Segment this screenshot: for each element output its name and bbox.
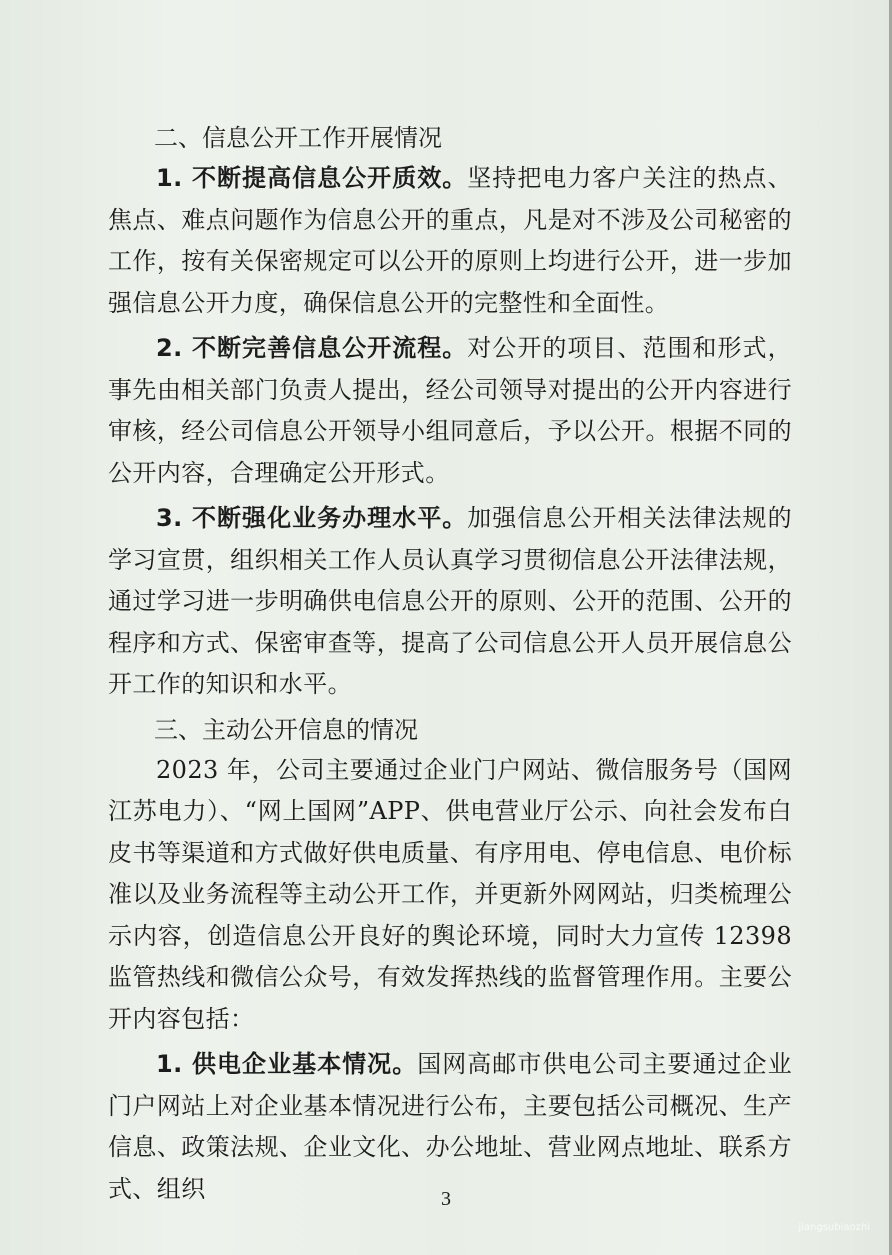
item-text: 加强信息公开相关法律法规的学习宣贯，组织相关工作人员认真学习贯彻信息公开法律法规，通过学习进一步明确供电信息公开的原则、公开的范围、公开的程序和方式、保密审查等，提高了公司信息公开人员开展信息公开工作的知识和水平。 <box>108 504 792 698</box>
item-lead: 3. 不断强化业务办理水平。 <box>156 504 468 532</box>
section-two-item-1 <box>108 158 792 324</box>
section-two-item-3 <box>108 498 792 706</box>
item-text: 对公开的项目、范围和形式，事先由相关部门负责人提出，经公司领导对提出的公开内容进行审核，经公司信息公开领导小组同意后，予以公开。根据不同的公开内容，合理确定公开形式。 <box>108 334 792 487</box>
section-two-heading: 二、信息公开工作开展情况 <box>154 124 442 152</box>
page-number: 3 <box>441 1188 451 1210</box>
item-text: 坚持把电力客户关注的热点、焦点、难点问题作为信息公开的重点，凡是对不涉及公司秘密的工作，按有关保密规定可以公开的原则上均进行公开，进一步加强信息公开力度，确保信息公开的完整性和全面性。 <box>108 164 792 317</box>
item-text: 国网高邮市供电公司主要通过企业门户网站上对企业基本情况进行公布，主要包括公司概况、生产信息、政策法规、企业文化、办公地址、营业网点地址、联系方式、组织 <box>108 1050 792 1203</box>
section-three-intro: 2023 年，公司主要通过企业门户网站、微信服务号（国网江苏电力）、“网上国网”APP、供电营业厅公示、向社会发布白皮书等渠道和方式做好供电质量、有序用电、停电信息、电价标准以及业务流程等主动公开工作，并更新外网网站，归类梳理公示内容，创造信息公开良好的舆论环境，同时大力宣传 12398 监管热线和微信公众号，有效发挥热线的监督管理作用。主要公开内容包括： <box>108 755 792 1033</box>
item-lead: 1. 不断提高信息公开质效。 <box>156 164 468 192</box>
watermark: jiangsubiaozhi <box>798 1222 870 1233</box>
item-lead: 2. 不断完善信息公开流程。 <box>156 334 468 362</box>
document-body <box>108 118 792 1214</box>
section-three-heading: 三、主动公开信息的情况 <box>154 715 418 744</box>
section-two-item-2 <box>108 328 792 494</box>
item-lead: 1. 供电企业基本情况。 <box>156 1050 418 1078</box>
section-three-item-1 <box>108 1044 792 1210</box>
